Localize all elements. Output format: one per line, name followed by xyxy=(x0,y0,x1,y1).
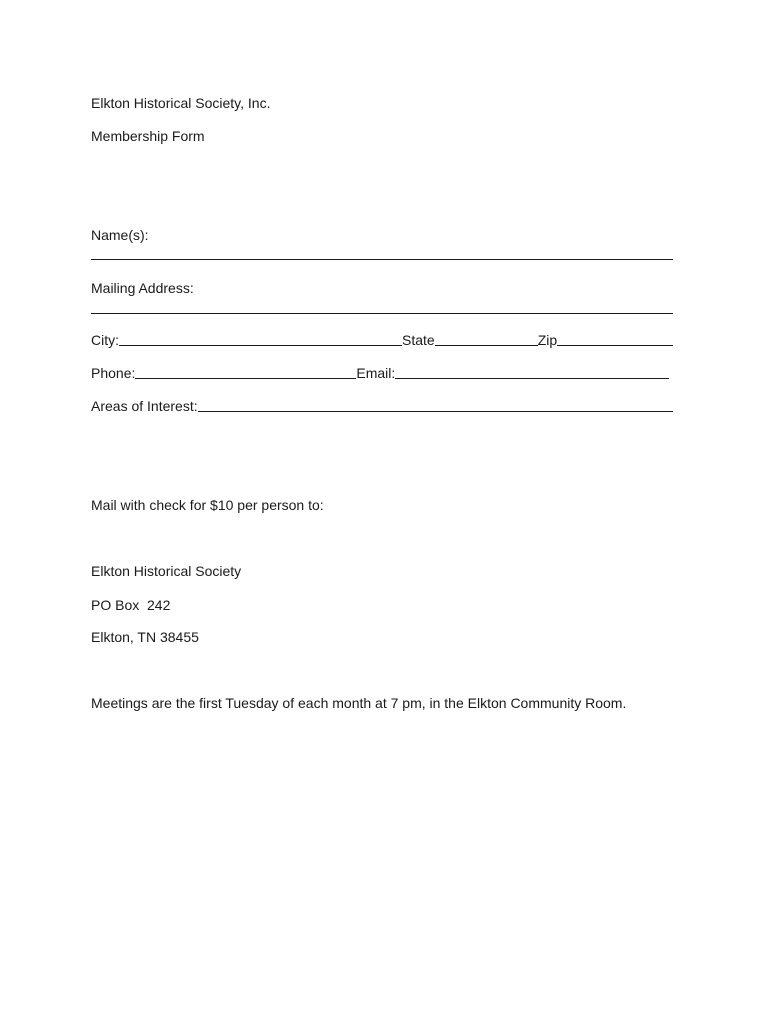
phone-label: Phone: xyxy=(91,365,136,381)
mailing-instruction: Mail with check for $10 per person to: xyxy=(91,497,324,513)
zip-label: Zip xyxy=(537,332,558,348)
state-blank[interactable] xyxy=(435,332,538,346)
address-line-1: Elkton Historical Society xyxy=(91,563,242,579)
organization-name: Elkton Historical Society, Inc. xyxy=(91,95,271,111)
email-label: Email: xyxy=(356,365,396,381)
zip-blank[interactable] xyxy=(557,332,673,346)
phone-blank[interactable] xyxy=(135,365,356,379)
city-blank[interactable] xyxy=(119,332,402,346)
phone-email-row xyxy=(91,365,669,381)
state-label: State xyxy=(402,332,435,348)
mailing-address-blank[interactable] xyxy=(91,313,673,314)
interests-blank[interactable] xyxy=(198,398,673,412)
names-label: Name(s): xyxy=(91,227,149,243)
address-line-3: Elkton, TN 38455 xyxy=(91,629,199,645)
city-state-zip-row xyxy=(91,332,673,348)
interests-row xyxy=(91,398,673,414)
mailing-address-label: Mailing Address: xyxy=(91,280,194,296)
names-blank[interactable] xyxy=(91,259,673,260)
form-title: Membership Form xyxy=(91,128,205,144)
address-line-2: PO Box 242 xyxy=(91,597,171,613)
email-blank[interactable] xyxy=(395,365,669,379)
interests-label: Areas of Interest: xyxy=(91,398,198,414)
city-label: City: xyxy=(91,332,119,348)
meetings-note: Meetings are the first Tuesday of each month at 7 pm, in the Elkton Community Room. xyxy=(91,695,627,711)
